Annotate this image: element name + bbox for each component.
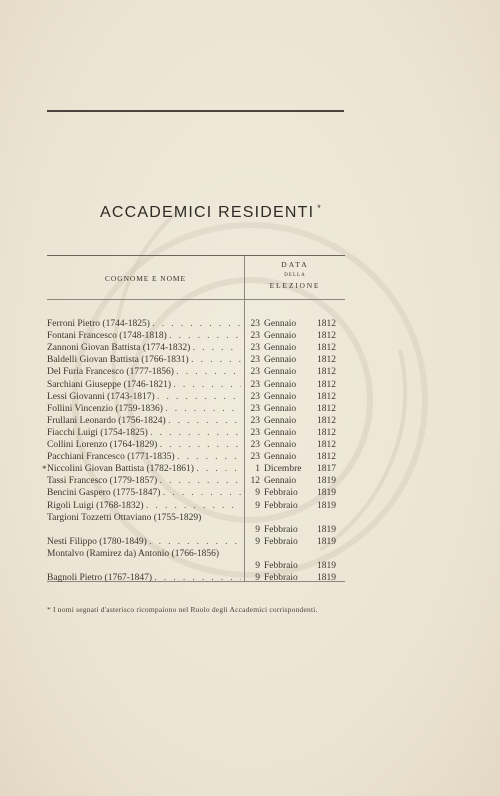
- table-row: [47, 427, 345, 439]
- row-name: Nesti Filippo (1780-1849) . .: [47, 536, 241, 548]
- header-date-mid: DELLA: [284, 273, 306, 278]
- row-year: 1812: [317, 440, 336, 450]
- table-row: [47, 451, 345, 463]
- row-name: Rigoli Luigi (1768-1832) . .: [47, 500, 241, 512]
- page-title: [100, 203, 322, 222]
- row-month: Febbraio: [264, 524, 298, 535]
- row-day: 23: [250, 452, 260, 463]
- row-year: 1812: [317, 331, 336, 342]
- title-footnote-mark: *: [317, 203, 322, 213]
- row-year: 1812: [317, 452, 336, 463]
- row-day: 23: [250, 355, 260, 366]
- table-row: [42, 463, 345, 475]
- row-day: 23: [250, 331, 260, 342]
- row-month: Gennaio: [264, 331, 297, 342]
- row-name: Montalvo (Ramirez da) Antonio (1766-1856): [47, 548, 220, 559]
- row-year: 1819: [317, 560, 336, 571]
- row-name: Pacchiani Francesco (1771-1835) . .: [47, 451, 241, 463]
- table-row: [47, 475, 345, 487]
- table-row: [47, 415, 345, 427]
- row-day: 23: [250, 343, 260, 354]
- row-name: Sarchiani Giuseppe (1746-1821) . .: [47, 379, 241, 391]
- table-row: [47, 379, 345, 391]
- row-year: 1812: [317, 415, 336, 426]
- row-name: Frullani Leonardo (1756-1824) . .: [47, 415, 241, 427]
- row-month: Febbraio: [264, 560, 298, 571]
- row-day: 23: [250, 319, 260, 329]
- table-row: [47, 342, 345, 354]
- table-row: [47, 512, 345, 536]
- table-row: [47, 403, 345, 415]
- row-month: Gennaio: [264, 343, 297, 354]
- row-year: 1812: [317, 367, 336, 378]
- row-year: 1819: [317, 524, 336, 535]
- table-row: [47, 548, 345, 572]
- row-day: 9: [255, 560, 260, 571]
- row-year: 1819: [317, 536, 336, 547]
- row-name: Del Furia Francesco (1777-1856) . .: [47, 366, 241, 378]
- page-title-text: ACCADEMICI RESIDENTI: [100, 204, 315, 221]
- row-day: 9: [255, 488, 260, 499]
- row-year: 1817: [317, 464, 336, 475]
- row-year: 1812: [317, 427, 336, 438]
- row-day: 12: [250, 476, 260, 487]
- row-month: Febbraio: [264, 536, 298, 547]
- row-name: Collini Lorenzo (1764-1829) . .: [47, 439, 241, 451]
- row-name: Targioni Tozzetti Ottaviano (1755-1829): [47, 512, 202, 523]
- row-month: Dicembre: [264, 464, 302, 475]
- row-day: 23: [250, 440, 260, 450]
- row-month: Gennaio: [264, 440, 297, 450]
- row-year: 1812: [317, 319, 336, 329]
- table-row: [47, 439, 345, 451]
- row-name: Niccolini Giovan Battista (1782-1861) . .: [47, 463, 241, 475]
- table-row: [47, 354, 345, 366]
- row-year: 1819: [317, 500, 336, 511]
- table-row: [47, 366, 345, 378]
- header-date-top: DATA: [281, 260, 309, 269]
- row-month: Gennaio: [264, 415, 297, 426]
- row-name: Tassi Francesco (1779-1857) . .: [47, 475, 241, 487]
- row-month: Gennaio: [264, 427, 297, 438]
- row-name: Fontani Francesco (1748-1818) . .: [47, 330, 241, 342]
- row-month: Gennaio: [264, 367, 297, 378]
- row-month: Gennaio: [264, 452, 297, 463]
- row-name: Lessi Giovanni (1743-1817) . .: [47, 391, 241, 403]
- row-month: Gennaio: [264, 476, 297, 487]
- table-row: [47, 487, 345, 499]
- row-month: Gennaio: [264, 391, 297, 402]
- row-year: 1819: [317, 476, 336, 487]
- row-year: 1812: [317, 391, 336, 402]
- footnote: * I nomi segnati d'asterisco ricompaiono nel Ruolo degli Accademici corrispondenti.: [47, 605, 318, 614]
- row-month: Gennaio: [264, 355, 297, 366]
- row-year: 1812: [317, 403, 336, 414]
- row-year: 1812: [317, 355, 336, 366]
- row-name: Zannoni Giovan Battista (1774-1832) . .: [47, 342, 241, 354]
- header-date-bottom: ELEZIONE: [269, 281, 321, 290]
- table-row: [47, 318, 345, 330]
- row-day: 9: [255, 536, 260, 547]
- header-rule: [47, 110, 344, 112]
- row-name: Baldelli Giovan Battista (1766-1831) . .: [47, 354, 241, 366]
- row-month: Gennaio: [264, 403, 297, 414]
- members-table: [42, 255, 345, 584]
- table-row: [47, 330, 345, 342]
- row-name: Ferroni Pietro (1744-1825) . .: [47, 318, 241, 330]
- table-row: [47, 536, 345, 548]
- row-day: 23: [250, 391, 260, 402]
- row-year: 1812: [317, 343, 336, 354]
- row-year: 1812: [317, 379, 336, 390]
- table-row: [47, 500, 345, 512]
- row-month: Febbraio: [264, 573, 298, 584]
- row-month: Gennaio: [264, 379, 297, 390]
- row-year: 1819: [317, 573, 336, 584]
- row-name: Fiacchi Luigi (1754-1825) . .: [47, 427, 241, 439]
- row-footnote-mark: *: [42, 464, 47, 475]
- row-day: 23: [250, 379, 260, 390]
- row-name: Follini Vincenzio (1759-1836) . .: [47, 403, 241, 415]
- row-month: Febbraio: [264, 500, 298, 511]
- row-name: Bagnoli Pietro (1767-1847) . .: [47, 572, 241, 584]
- header-name: COGNOME E NOME: [105, 274, 186, 283]
- table-row: [47, 391, 345, 403]
- table-row: [47, 572, 345, 584]
- row-month: Febbraio: [264, 488, 298, 499]
- row-name: Bencini Gaspero (1775-1847) . .: [47, 487, 241, 499]
- row-day: 9: [255, 500, 260, 511]
- row-day: 23: [250, 415, 260, 426]
- row-day: 9: [255, 573, 260, 584]
- row-day: 23: [250, 427, 260, 438]
- row-year: 1819: [317, 488, 336, 499]
- row-day: 1: [255, 464, 260, 475]
- row-day: 23: [250, 403, 260, 414]
- row-day: 23: [250, 367, 260, 378]
- row-month: Gennaio: [264, 319, 297, 329]
- row-day: 9: [255, 524, 260, 535]
- header-divider: [47, 299, 345, 300]
